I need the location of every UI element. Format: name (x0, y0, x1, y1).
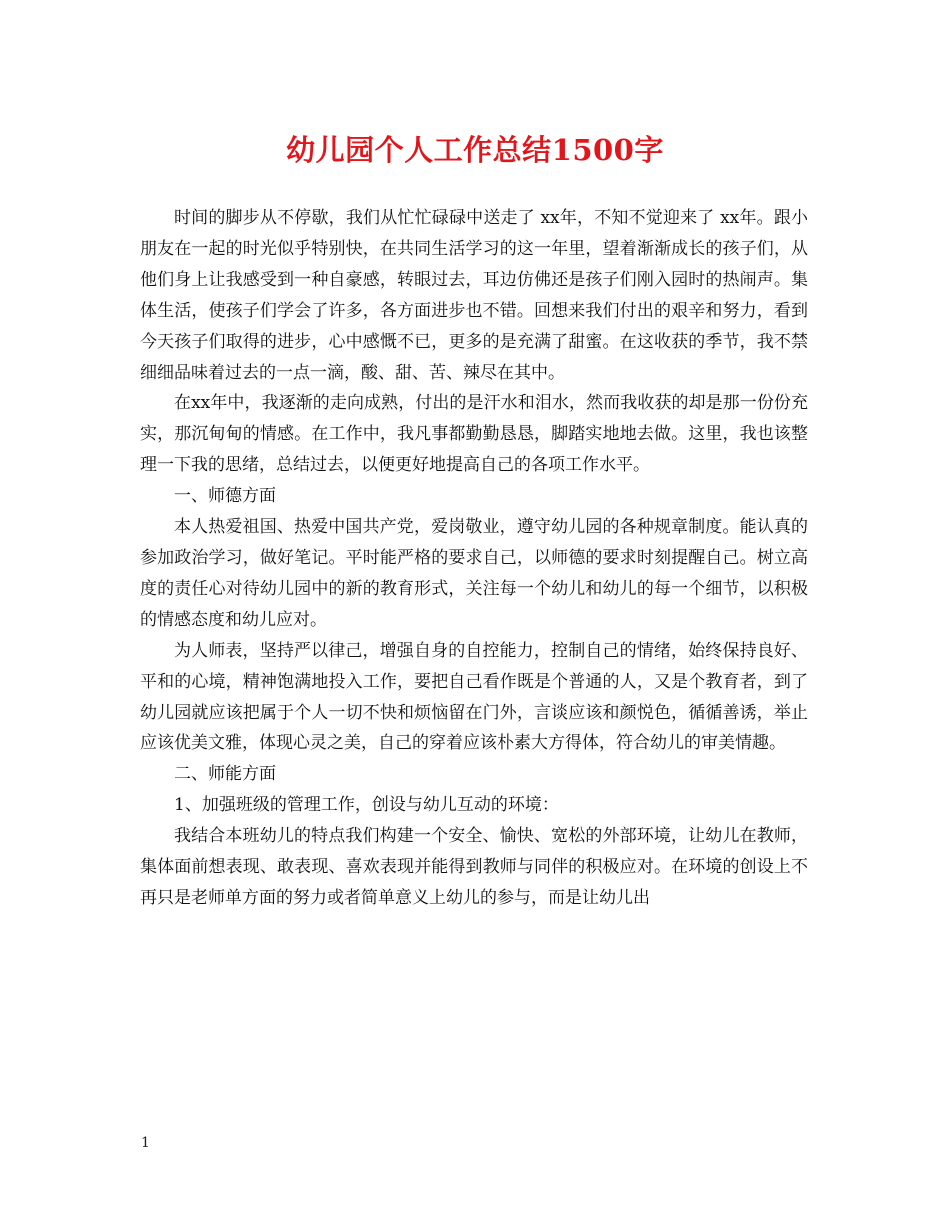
paragraph-growth: 在xx年中，我逐渐的走向成熟，付出的是汗水和泪水，然而我收获的却是那一份份充实，那沉甸甸的情感。在工作中，我凡事都勤勤恳恳，脚踏实地地去做。这里，我也该整理一下我的思绪，总结过去，以便更好地提高自己的各项工作水平。 (140, 393, 808, 476)
document-body (140, 203, 808, 914)
section-heading-ability: 二、师能方面 (174, 764, 276, 785)
paragraph-ethics-2: 为人师表，坚持严以律己，增强自身的自控能力，控制自己的情绪，始终保持良好、平和的心境，精神饱满地投入工作，要把自己看作既是个普通的人，又是个教育者，到了幼儿园就应该把属于个人一切不快和烦恼留在门外，言谈应该和颜悦色，循循善诱，举止应该优美文雅，体现心灵之美，自己的穿着应该朴素大方得体，符合幼儿的审美情趣。 (140, 640, 808, 754)
subheading-class-management: 1、加强班级的管理工作，创设与幼儿互动的环境： (174, 795, 559, 816)
paragraph-intro: 时间的脚步从不停歇，我们从忙忙碌碌中送走了 xx年，不知不觉迎来了 xx年。跟小朋友在一起的时光似乎特别快，在共同生活学习的这一年里，望着渐渐成长的孩子们，从他们身上让我感受到一种自豪感，转眼过去，耳边仿佛还是孩子们刚入园时的热闹声。集体生活，使孩子们学会了许多，各方面进步也不错。回想来我们付出的艰辛和努力，看到今天孩子们取得的进步，心中感慨不已，更多的是充满了甜蜜。在这收获的季节，我不禁细细品味着过去的一点一滴，酸、甜、苦、辣尽在其中。 (140, 208, 808, 383)
page-number: 1 (141, 1135, 150, 1151)
section-heading-ethics: 一、师德方面 (174, 486, 276, 507)
document-title: 幼儿园个人工作总结1500字 (286, 133, 664, 167)
paragraph-environment: 我结合本班幼儿的特点我们构建一个安全、愉快、宽松的外部环境，让幼儿在教师，集体面前想表现、敢表现、喜欢表现并能得到教师与同伴的积极应对。在环境的创设上不再只是老师单方面的努力或者简单意义上幼儿的参与，而是让幼儿出 (140, 826, 808, 908)
paragraph-ethics-1: 本人热爱祖国、热爱中国共产党，爱岗敬业，遵守幼儿园的各种规章制度。能认真的参加政治学习，做好笔记。平时能严格的要求自己，以师德的要求时刻提醒自己。树立高度的责任心对待幼儿园中的新的教育形式，关注每一个幼儿和幼儿的每一个细节，以积极的情感态度和幼儿应对。 (140, 517, 808, 630)
